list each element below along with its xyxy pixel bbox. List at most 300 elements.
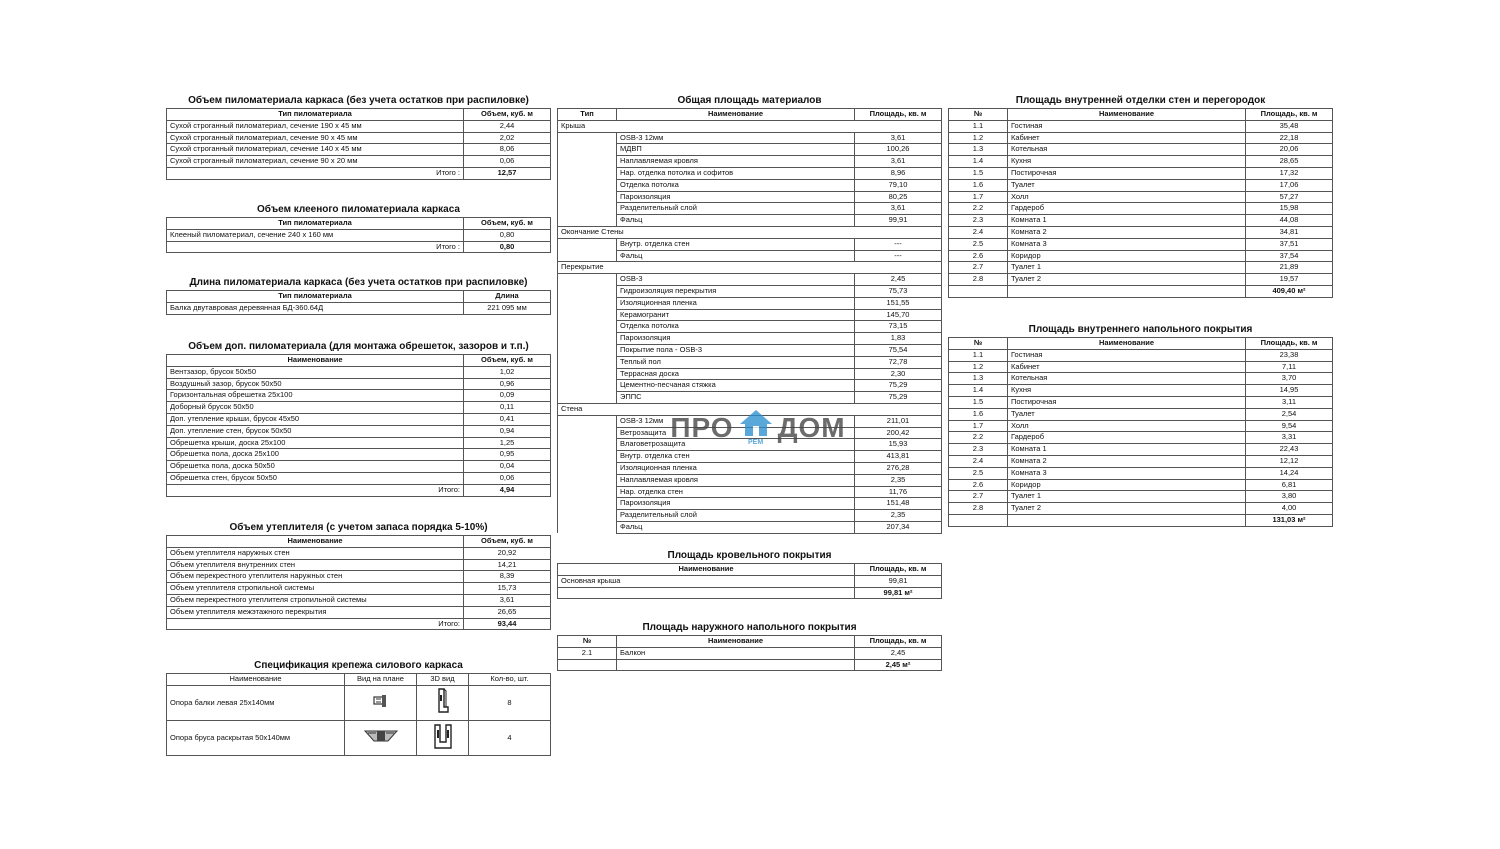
table-row <box>949 373 1333 385</box>
table-row <box>167 144 551 156</box>
cell: Теплый пол <box>617 356 855 368</box>
cell: 17,32 <box>1246 167 1333 179</box>
cell: 17,06 <box>1246 179 1333 191</box>
cell: Обрешетка стен, брусок 50х50 <box>167 472 464 484</box>
cell: Воздушный зазор, брусок 50х50 <box>167 378 464 390</box>
cell: 2,44 <box>464 120 551 132</box>
cell: Объем утеплителя стропильной системы <box>167 583 464 595</box>
cell <box>558 309 617 321</box>
cell: МДВП <box>617 144 855 156</box>
group-row <box>558 120 942 132</box>
cell: 2.4 <box>949 455 1008 467</box>
cell: 1,25 <box>464 437 551 449</box>
table-title: Объем пиломатериала каркаса (без учета остатков при распиловке) <box>188 95 529 106</box>
cell: Комната 2 <box>1008 455 1246 467</box>
table-row <box>558 647 942 659</box>
cell: 2.8 <box>949 274 1008 286</box>
table-row <box>558 451 942 463</box>
cell <box>558 427 617 439</box>
cell: 2.2 <box>949 432 1008 444</box>
table-row <box>558 333 942 345</box>
table-row <box>949 432 1333 444</box>
cell: Обрешетка крыши, доска 25х100 <box>167 437 464 449</box>
cell: Влаговетрозащита <box>617 439 855 451</box>
total-value: 4,94 <box>464 484 551 496</box>
total-value: 2,45 м² <box>855 659 942 671</box>
cell: 1.3 <box>949 144 1008 156</box>
cell: 34,81 <box>1246 226 1333 238</box>
table-row <box>558 238 942 250</box>
cell <box>558 587 855 599</box>
table-row <box>558 274 942 286</box>
table-row <box>558 191 942 203</box>
cell: OSB-3 12мм <box>617 132 855 144</box>
cell: Туалет 1 <box>1008 262 1246 274</box>
table-row <box>167 366 551 378</box>
total-row <box>558 659 942 671</box>
watermark-right: ДОМ <box>777 412 846 443</box>
table-row <box>949 274 1333 286</box>
table-row <box>558 462 942 474</box>
cell: 151,48 <box>855 498 942 510</box>
cell: Коридор <box>1008 250 1246 262</box>
cell: 15,98 <box>1246 203 1333 215</box>
cell: Террасная доска <box>617 368 855 380</box>
fastener-spec-table <box>166 673 551 756</box>
table-row <box>167 559 551 571</box>
cell: 2.1 <box>558 647 617 659</box>
cell <box>558 203 617 215</box>
cell: 1.6 <box>949 179 1008 191</box>
cell: 73,15 <box>855 321 942 333</box>
total-value: 12,57 <box>464 167 551 179</box>
table-title: Площадь кровельного покрытия <box>667 550 832 561</box>
table-row <box>558 309 942 321</box>
cell: 1.1 <box>949 120 1008 132</box>
cell: 8 <box>469 686 551 721</box>
col-header: Кол-во, шт. <box>469 674 551 686</box>
table-title: Общая площадь материалов <box>677 95 822 106</box>
cell: 1.2 <box>949 361 1008 373</box>
table-row <box>949 455 1333 467</box>
cell: Отделка потолка <box>617 179 855 191</box>
table-row <box>558 474 942 486</box>
cell: 72,78 <box>855 356 942 368</box>
cell: 1.5 <box>949 396 1008 408</box>
cell: Холл <box>1008 191 1246 203</box>
insulation-block <box>166 522 551 630</box>
total-value: 93,44 <box>464 618 551 630</box>
cell: 75,73 <box>855 285 942 297</box>
cell: Цементно-песчаная стяжка <box>617 380 855 392</box>
table-row <box>949 467 1333 479</box>
cell: 2,02 <box>464 132 551 144</box>
cell <box>345 721 417 756</box>
table-row <box>167 461 551 473</box>
cell: Комната 2 <box>1008 226 1246 238</box>
cell: Опора бруса раскрытая 50х140мм <box>167 721 345 756</box>
cell: 2.3 <box>949 215 1008 227</box>
cell: ЭППС <box>617 392 855 404</box>
roof-area-table <box>557 563 942 599</box>
cell: 0,04 <box>464 461 551 473</box>
table-row <box>558 203 942 215</box>
truss-support-3d-icon <box>432 722 454 750</box>
materials-area-table <box>557 108 942 534</box>
cell: 3,70 <box>1246 373 1333 385</box>
table-row <box>167 120 551 132</box>
cell: Котельная <box>1008 144 1246 156</box>
table-row <box>949 191 1333 203</box>
extra-lumber-table <box>166 354 551 497</box>
cell: 26,65 <box>464 606 551 618</box>
cell: Покрытие пола - OSB-3 <box>617 344 855 356</box>
total-label: Итого : <box>167 241 464 253</box>
outdoor-floor-block <box>557 622 942 671</box>
cell: 2.5 <box>949 467 1008 479</box>
beam-support-plan-icon <box>371 693 391 709</box>
cell <box>558 415 617 427</box>
cell: 6,81 <box>1246 479 1333 491</box>
col-header: Тип пиломатериала <box>167 109 464 121</box>
cell: Фальц <box>617 521 855 533</box>
cell <box>558 215 617 227</box>
cell: 2,35 <box>855 474 942 486</box>
cell: 8,06 <box>464 144 551 156</box>
cell: 3,80 <box>1246 491 1333 503</box>
table-row <box>949 215 1333 227</box>
cell: 0,96 <box>464 378 551 390</box>
table-row <box>167 449 551 461</box>
cell: OSB-3 12мм <box>617 415 855 427</box>
lumber-length-block <box>166 277 551 315</box>
cell: Объем утеплителя внутренних стен <box>167 559 464 571</box>
total-value: 0,80 <box>464 241 551 253</box>
cell: 9,54 <box>1246 420 1333 432</box>
cell: Гардероб <box>1008 203 1246 215</box>
table-row <box>167 571 551 583</box>
cell: Наплавляемая кровля <box>617 156 855 168</box>
col-header: Тип пиломатериала <box>167 291 464 303</box>
cell <box>417 721 469 756</box>
cell <box>558 368 617 380</box>
cell: 3,61 <box>855 203 942 215</box>
cell: 12,12 <box>1246 455 1333 467</box>
cell: 35,48 <box>1246 120 1333 132</box>
cell: Изоляционная пленка <box>617 297 855 309</box>
table-row <box>949 361 1333 373</box>
watermark-logo <box>658 404 858 452</box>
cell <box>558 144 617 156</box>
fastener-spec-block <box>166 660 551 756</box>
cell: 4,00 <box>1246 503 1333 515</box>
cell <box>558 156 617 168</box>
indoor-floor-block <box>948 324 1333 527</box>
cell: Керамогранит <box>617 309 855 321</box>
cell: 57,27 <box>1246 191 1333 203</box>
cell <box>1008 285 1246 297</box>
cell: OSB-3 <box>617 274 855 286</box>
cell: 75,29 <box>855 392 942 404</box>
cell: 207,34 <box>855 521 942 533</box>
table-row <box>949 349 1333 361</box>
table-row <box>558 498 942 510</box>
cell <box>558 321 617 333</box>
lumber-length-table <box>166 290 551 315</box>
outdoor-floor-table <box>557 635 942 671</box>
table-row <box>949 179 1333 191</box>
table-title: Длина пиломатериала каркаса (без учета остатков при распиловке) <box>189 277 528 288</box>
table-row <box>558 321 942 333</box>
cell: Балкон <box>617 647 855 659</box>
group-row <box>558 262 942 274</box>
cell: 19,57 <box>1246 274 1333 286</box>
col-header: Площадь, кв. м <box>855 564 942 576</box>
col-header: Длина <box>464 291 551 303</box>
table-row <box>167 594 551 606</box>
cell: Комната 1 <box>1008 444 1246 456</box>
cell: Кабинет <box>1008 132 1246 144</box>
table-row <box>558 344 942 356</box>
cell: 0,11 <box>464 402 551 414</box>
cell: Постирочная <box>1008 167 1246 179</box>
cell: Разделительный слой <box>617 203 855 215</box>
cell: 3,61 <box>855 132 942 144</box>
cell: Доп. утепление крыши, брусок 45х50 <box>167 413 464 425</box>
cell <box>558 191 617 203</box>
group-label: Окончание Стены <box>558 226 942 238</box>
watermark-small: РЕМ <box>747 439 764 446</box>
cell: 0,95 <box>464 449 551 461</box>
col-header: Наименование <box>167 674 345 686</box>
table-row <box>949 262 1333 274</box>
cell <box>558 439 617 451</box>
cell: 1.4 <box>949 385 1008 397</box>
cell: Туалет <box>1008 408 1246 420</box>
table-row <box>558 486 942 498</box>
cell: 1.2 <box>949 132 1008 144</box>
col-header: Площадь, кв. м <box>1246 338 1333 350</box>
cell: Нар. отделка потолка и софитов <box>617 167 855 179</box>
cell: 0,80 <box>464 229 551 241</box>
col-header: Площадь, кв. м <box>855 109 942 121</box>
table-title: Площадь внутренней отделки стен и перегородок <box>1015 95 1266 106</box>
cell <box>558 451 617 463</box>
cell: Доборный брусок 50х50 <box>167 402 464 414</box>
cell: 0,06 <box>464 156 551 168</box>
table-row <box>167 547 551 559</box>
cell: 276,28 <box>855 462 942 474</box>
cell: Объем утеплителя наружных стен <box>167 547 464 559</box>
cell: Объем утеплителя межэтажного перекрытия <box>167 606 464 618</box>
col-header: № <box>558 636 617 648</box>
cell <box>558 238 617 250</box>
cell <box>558 392 617 404</box>
col-header: Наименование <box>167 536 464 548</box>
table-row <box>167 472 551 484</box>
cell <box>558 344 617 356</box>
cell <box>558 274 617 286</box>
cell: Основная крыша <box>558 575 855 587</box>
cell: 2.6 <box>949 479 1008 491</box>
col-header: 3D вид <box>417 674 469 686</box>
cell: Гостиная <box>1008 120 1246 132</box>
table-title: Спецификация крепежа силового каркаса <box>254 660 463 671</box>
cell: 200,42 <box>855 427 942 439</box>
cell: Сухой строганный пиломатериал, сечение 90 х 45 мм <box>167 132 464 144</box>
cell: 22,43 <box>1246 444 1333 456</box>
table-row <box>949 444 1333 456</box>
cell: 1.6 <box>949 408 1008 420</box>
cell: 75,29 <box>855 380 942 392</box>
cell: 15,93 <box>855 439 942 451</box>
col-header: Площадь, кв. м <box>855 636 942 648</box>
cell: 14,24 <box>1246 467 1333 479</box>
cell: 20,92 <box>464 547 551 559</box>
cell: Обрешетка пола, доска 50х50 <box>167 461 464 473</box>
cell <box>558 486 617 498</box>
cell <box>949 285 1008 297</box>
table-row <box>558 144 942 156</box>
truss-support-plan-icon <box>364 728 398 744</box>
col-header: Площадь, кв. м <box>1246 109 1333 121</box>
cell: 145,70 <box>855 309 942 321</box>
cell: Объем перекрестного утеплителя наружных стен <box>167 571 464 583</box>
col-header: Наименование <box>617 109 855 121</box>
cell: 11,76 <box>855 486 942 498</box>
col-header: № <box>949 109 1008 121</box>
cell <box>558 474 617 486</box>
cell: Вентзазор, брусок 50х50 <box>167 366 464 378</box>
cell: Внутр. отделка стен <box>617 451 855 463</box>
cell: 44,08 <box>1246 215 1333 227</box>
cell: 221 095 мм <box>464 302 551 314</box>
table-row <box>167 606 551 618</box>
table-row <box>949 479 1333 491</box>
table-title: Объем утеплителя (с учетом запаса порядка 5-10%) <box>229 522 488 533</box>
table-row <box>167 156 551 168</box>
cell: 37,51 <box>1246 238 1333 250</box>
total-row <box>949 514 1333 526</box>
cell: 1.3 <box>949 373 1008 385</box>
cell: 2.7 <box>949 262 1008 274</box>
cell: Фальц <box>617 215 855 227</box>
table-row <box>949 144 1333 156</box>
cell <box>345 686 417 721</box>
cell <box>617 659 855 671</box>
col-header: Тип пиломатериала <box>167 218 464 230</box>
col-header: Объем, куб. м <box>464 218 551 230</box>
cell: 2.5 <box>949 238 1008 250</box>
cell: Изоляционная пленка <box>617 462 855 474</box>
cell: Постирочная <box>1008 396 1246 408</box>
cell: Сухой строганный пиломатериал, сечение 90 х 20 мм <box>167 156 464 168</box>
total-value: 99,81 м² <box>855 587 942 599</box>
col-header: Наименование <box>167 355 464 367</box>
wall-finish-block <box>948 95 1333 298</box>
cell: --- <box>855 250 942 262</box>
table-row <box>558 132 942 144</box>
table-row <box>167 390 551 402</box>
cell <box>558 333 617 345</box>
group-label: Перекрытие <box>558 262 942 274</box>
table-row <box>167 402 551 414</box>
cell: Наплавляемая кровля <box>617 474 855 486</box>
cell: Пароизоляция <box>617 333 855 345</box>
cell: 15,73 <box>464 583 551 595</box>
total-value: 409,40 м² <box>1246 285 1333 297</box>
lumber-volume-table <box>166 108 551 180</box>
cell: Ветрозащита <box>617 427 855 439</box>
cell: 2.4 <box>949 226 1008 238</box>
table-row <box>167 437 551 449</box>
cell <box>1008 514 1246 526</box>
cell: Клееный пиломатериал, сечение 240 х 160 мм <box>167 229 464 241</box>
cell: 0,94 <box>464 425 551 437</box>
table-row <box>949 156 1333 168</box>
table-row <box>949 491 1333 503</box>
cell: Туалет 2 <box>1008 503 1246 515</box>
table-row <box>558 215 942 227</box>
cell: 1.1 <box>949 349 1008 361</box>
cell: 0,09 <box>464 390 551 402</box>
cell: Коридор <box>1008 479 1246 491</box>
cell: 28,65 <box>1246 156 1333 168</box>
cell: 37,54 <box>1246 250 1333 262</box>
col-header: Наименование <box>1008 109 1246 121</box>
cell: Кухня <box>1008 156 1246 168</box>
cell: 79,10 <box>855 179 942 191</box>
col-header: Наименование <box>558 564 855 576</box>
table-row <box>558 575 942 587</box>
total-row <box>167 618 551 630</box>
col-header: Тип <box>558 109 617 121</box>
cell: 1.7 <box>949 420 1008 432</box>
cell <box>949 514 1008 526</box>
cell: 1,83 <box>855 333 942 345</box>
cell: 2.7 <box>949 491 1008 503</box>
table-row <box>167 686 551 721</box>
cell <box>558 132 617 144</box>
cell: --- <box>855 238 942 250</box>
beam-support-3d-icon <box>435 687 451 715</box>
cell: Гардероб <box>1008 432 1246 444</box>
cell: 1.7 <box>949 191 1008 203</box>
cell: Гидроизоляция перекрытия <box>617 285 855 297</box>
col-header: Объем, куб. м <box>464 109 551 121</box>
cell: 2,35 <box>855 510 942 522</box>
table-row <box>167 378 551 390</box>
cell: 2,30 <box>855 368 942 380</box>
total-row <box>167 484 551 496</box>
cell: 2.6 <box>949 250 1008 262</box>
col-header: Вид на плане <box>345 674 417 686</box>
table-title: Площадь внутреннего напольного покрытия <box>1028 324 1253 335</box>
cell: 14,21 <box>464 559 551 571</box>
table-row <box>949 238 1333 250</box>
table-row <box>558 179 942 191</box>
cell: 1.5 <box>949 167 1008 179</box>
cell: Разделительный слой <box>617 510 855 522</box>
cell: Пароизоляция <box>617 191 855 203</box>
cell: Кухня <box>1008 385 1246 397</box>
cell <box>558 380 617 392</box>
total-row <box>167 167 551 179</box>
cell <box>558 179 617 191</box>
group-row <box>558 226 942 238</box>
cell <box>558 250 617 262</box>
total-label: Итого: <box>167 484 464 496</box>
